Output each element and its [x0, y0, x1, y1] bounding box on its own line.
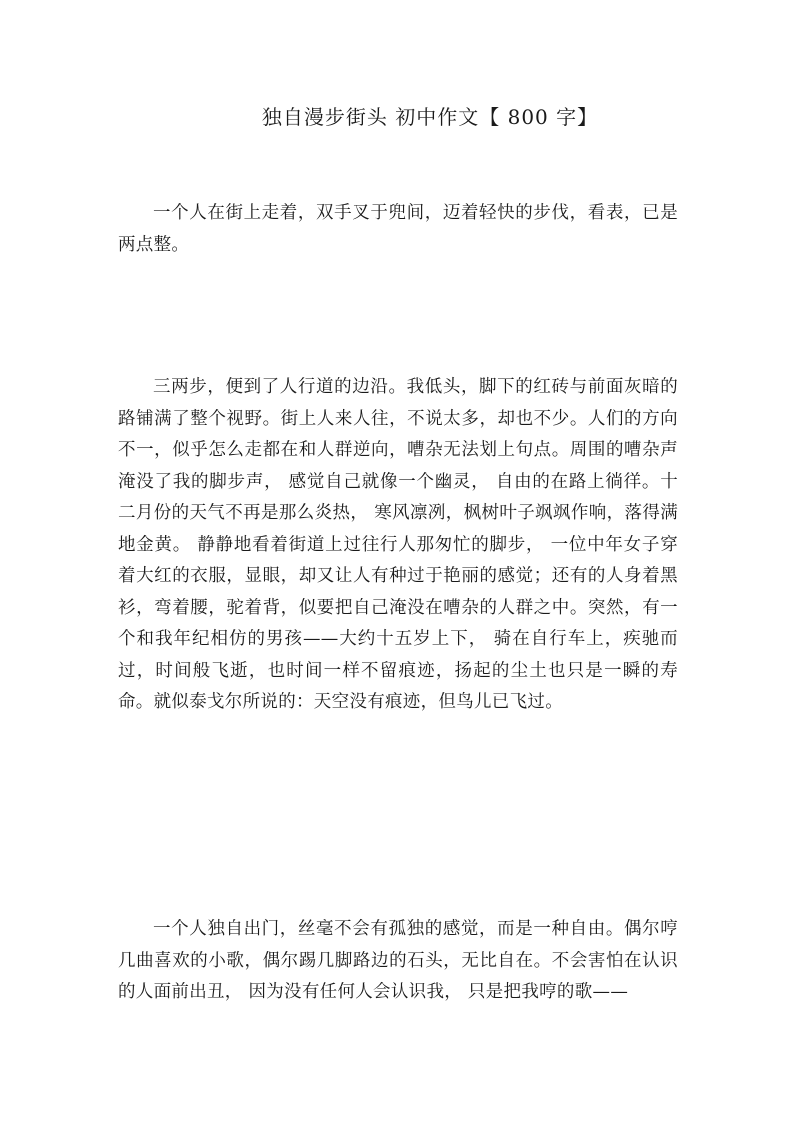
paragraph-3: 一个人独自出门，丝毫不会有孤独的感觉，而是一种自由。偶尔哼几曲喜欢的小歌，偶尔踢几脚路边的石头，无比自在。不会害怕在认识的人面前出丑， 因为没有任何人会认识我， 只是把我哼的歌—— — [118, 919, 678, 1002]
paragraph-2: 三两步，便到了人行道的边沿。我低头，脚下的红砖与前面灰暗的路铺满了整个视野。街上人来人往，不说太多，却也不少。人们的方向不一，似乎怎么走都在和人群逆向，嘈杂无法划上句点。周围的嘈杂声淹没了我的脚步声， 感觉自己就像一个幽灵， 自由的在路上徜徉。十二月份的天气不再是那么炎热， 寒风凛冽，枫树叶子飒飒作响，落得满地金黄。 静静地看着街道上过往行人那匆忙的脚步， 一位中年女子穿着大红的衣服，显眼，却又让人有种过于艳丽的感觉；还有的人身着黑衫，弯着腰，驼着背，似要把自己淹没在嘈杂的人群之中。突然，有一个和我年纪相仿的男孩——大约十五岁上下， 骑在自行车上，疾驰而过，时间般飞逝，也时间一样不留痕迹，扬起的尘土也只是一瞬的寿命。就似泰戈尔所说的：天空没有痕迹，但鸟儿已飞过。 — [118, 377, 678, 712]
paragraph-1: 一个人在街上走着，双手叉于兜间，迈着轻快的步伐，看表，已是两点整。 — [118, 203, 678, 255]
document-title: 独自漫步街头 初中作文【 800 字】 — [261, 105, 599, 129]
